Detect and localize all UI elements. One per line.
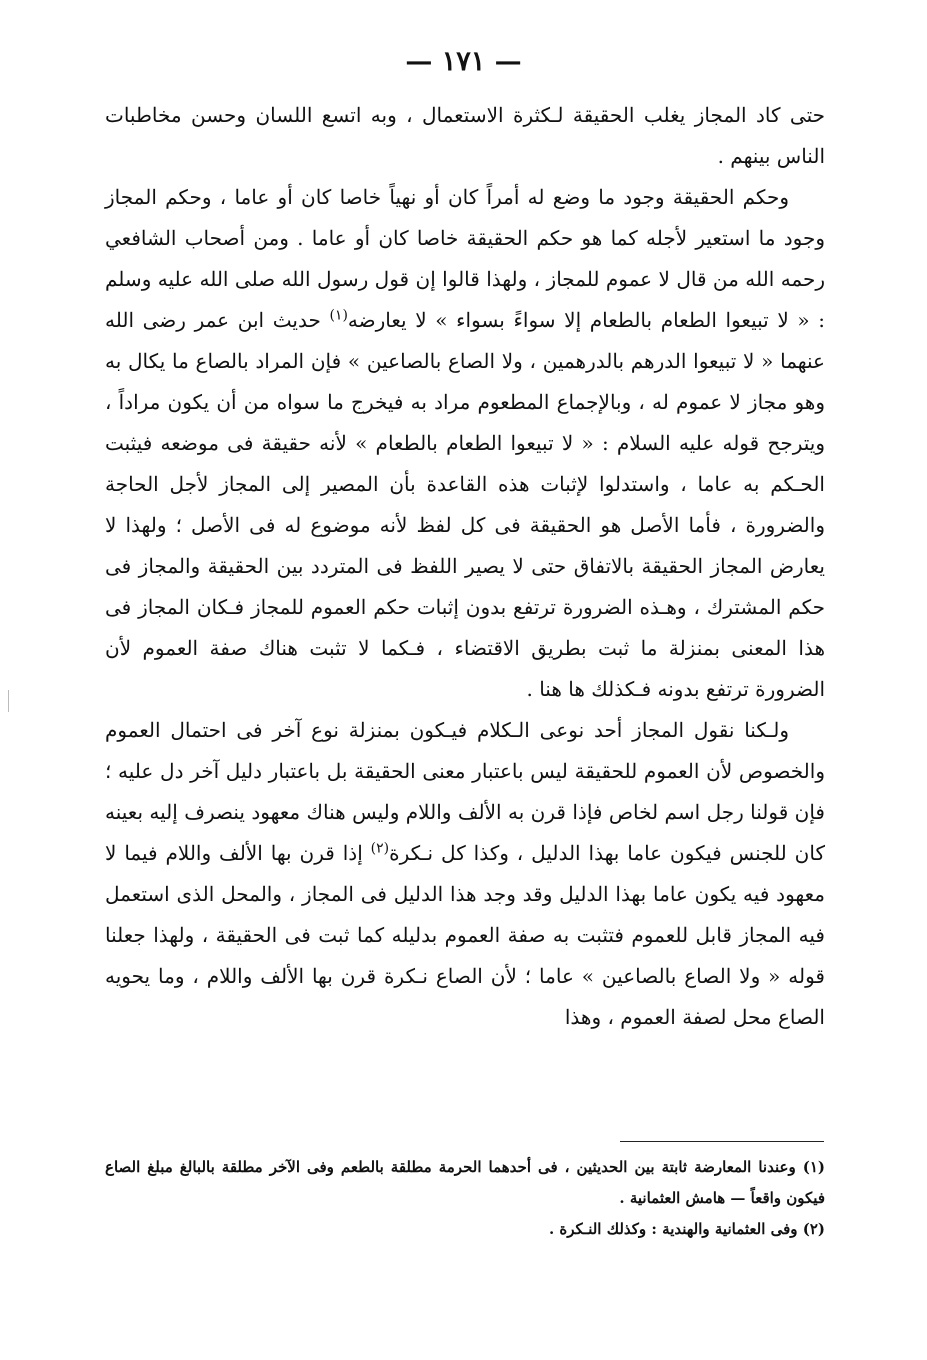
footnote-ref-2[interactable]: (٢): [370, 840, 390, 857]
footnote-2: (٢) وفى العثمانية والهندية : وكذلك النـكرة .: [548, 1220, 825, 1238]
paragraph-3-text-a: ولـكنا نقول المجاز أحد نوعى الـكلام فيـكون بمنزلة نوع آخر فى احتمال العموم والخصوص لأن العموم للحقيقة ليس باعتبار معنى الحقيقة بل باعتبار دليل آخر دل عليه ؛ فإن قولنا رجل اسم لخاص فإذا قرن به الألف واللام وليس هناك معهود ينصرف إليه بعينه كان للجنس فيكون عاما بهذا الدليل ، وكذا كل نـكرة: [105, 718, 825, 865]
paragraph-3-text-b: إذا قرن بها الألف واللام فيما لا معهود فيه يكون عاما بهذا الدليل وقد وجد هذا الدليل فى المجاز ، والمحل الذى استعمل فيه المجاز قابل للعموم فتثبت به صفة العموم بدليله كما ثبت فى الحقيقة ، ولهذا جعلنا قوله « ولا الصاع بالصاعين » عاما ؛ لأن الصاع نـكرة قرن بها الألف واللام ، وما يحويه الصاع محل لصفة العموم ، وهذا: [105, 841, 825, 1029]
paragraph-2: [105, 177, 825, 710]
footnotes: [105, 1152, 825, 1245]
main-text: [105, 95, 825, 1038]
paragraph-1-text: حتى كاد المجاز يغلب الحقيقة لـكثرة الاستعمال ، وبه اتسع اللسان وحسن مخاطبات الناس بينهم .: [105, 103, 825, 168]
footnote-1: (١) وعندنا المعارضة ثابتة بين الحديثين ، فى أحدهما الحرمة مطلقة بالطعم وفى الآخر مطلقة بالبالغ مبلغ الصاع فيكون واقعاً — هامش العثمانية .: [105, 1158, 825, 1207]
page-number: — ١٧١ —: [405, 46, 522, 77]
footnote-ref-1[interactable]: (١): [329, 307, 348, 324]
paragraph-2-text-b: حديث ابن عمر رضى الله عنهما « لا تبيعوا الدرهم بالدرهمين ، ولا الصاع بالصاعين » فإن المراد بالصاع ما يكال به وهو مجاز لا عموم له ، وبالإجماع المطعوم مراد به فيخرج ما سواه من أن يكون مراداً ، ويترجح قوله عليه السلام : « لا تبيعوا الطعام بالطعام » لأنه حقيقة فى موضعه فيثبت الحـكم به عاما ، واستدلوا لإثبات هذه القاعدة بأن المصير إلى المجاز لأجل الحاجة والضرورة ، فأما الأصل هو الحقيقة فى كل لفظ لأنه موضوع له فى الأصل ؛ ولهذا لا يعارض المجاز الحقيقة بالاتفاق حتى لا يصير اللفظ فى المتردد بين الحقيقة والمجاز فى حكم المشترك ، وهـذه الضرورة ترتفع بدون إثبات حكم العموم للمجاز فـكان المجاز فى هذا المعنى بمنزلة ما ثبت بطريق الاقتضاء ، فـكما لا تثبت هناك صفة العموم لأن الضرورة ترتفع بدونه فـكذلك ها هنا .: [105, 308, 825, 701]
footnote-divider: [620, 1141, 824, 1142]
paragraph-2-text-a: وحكم الحقيقة وجود ما وضع له أمراً كان أو نهياً خاصا كان أو عاما ، وحكم المجاز وجود ما استعير لأجله كما هو حكم الحقيقة خاصا كان أو عاما . ومن أصحاب الشافعي رحمه الله من قال لا عموم للمجاز ، ولهذا قالوا إن قول رسول الله صلى الله عليه وسلم : « لا تبيعوا الطعام بالطعام إلا سواءً بسواء » لا يعارضه: [105, 185, 825, 332]
paragraph-3: [105, 710, 825, 1038]
paragraph-1: [105, 95, 825, 177]
margin-mark: [8, 690, 9, 712]
